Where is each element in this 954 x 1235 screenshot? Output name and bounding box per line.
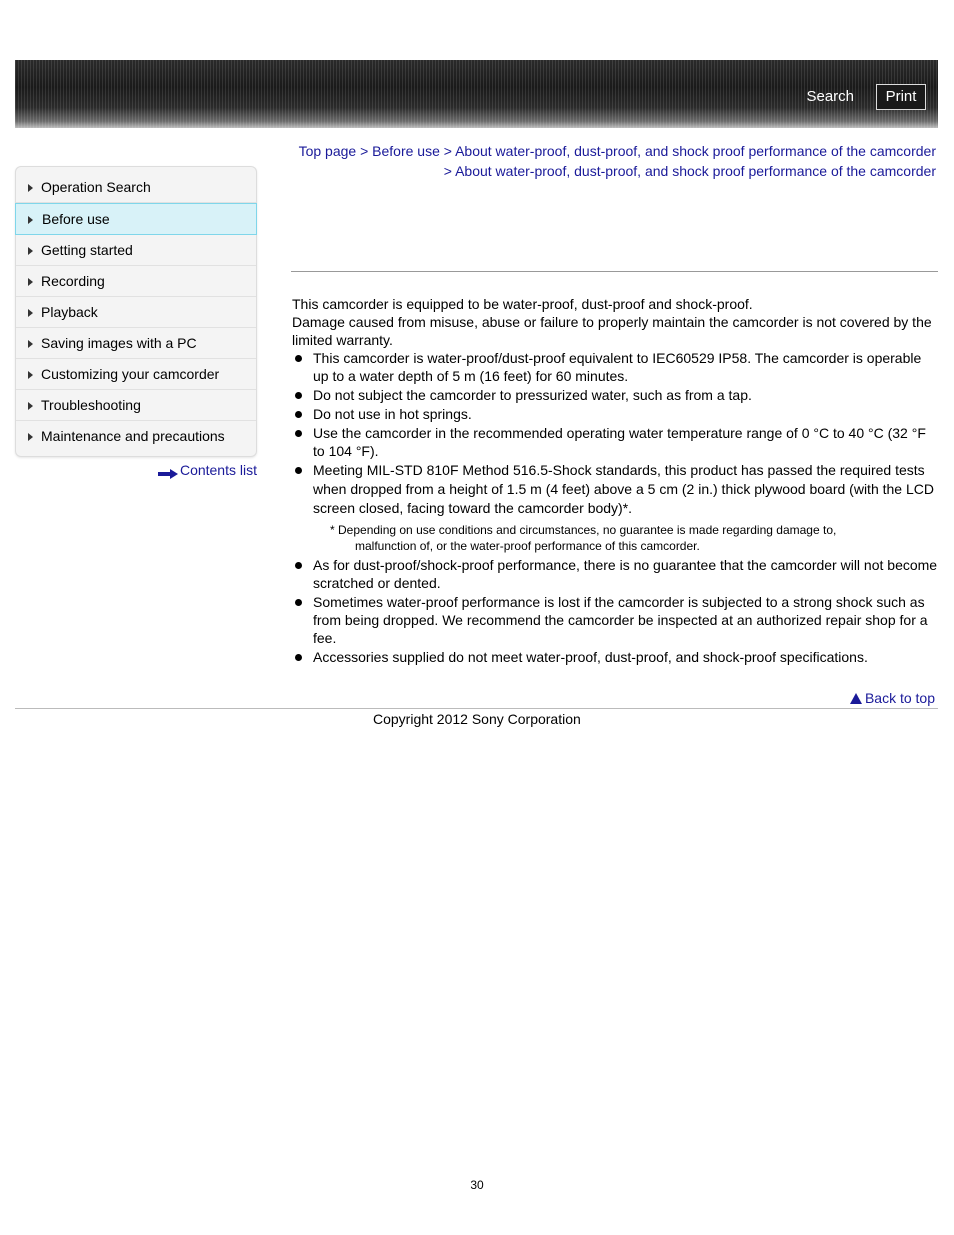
list-item-text: As for dust-proof/shock-proof performance, there is no guarantee that the camcorder will not become scratched or dented. — [313, 557, 938, 591]
contents-list-label: Contents list — [179, 462, 257, 478]
bullet-icon — [295, 599, 302, 606]
sidebar-item-before-use[interactable] — [15, 203, 257, 235]
sidebar-item-label: Customizing your camcorder — [41, 366, 220, 382]
back-to-top-link[interactable] — [850, 690, 935, 706]
warranty-text: Damage caused from misuse, abuse or failure to properly maintain the camcorder is not covered by the limited warranty. — [292, 314, 932, 348]
sidebar-item-label: Recording — [41, 273, 105, 289]
footnote-line: * Depending on use conditions and circumstances, no guarantee is made regarding damage to, — [330, 523, 837, 537]
bullet-icon — [295, 467, 302, 474]
list-item — [292, 349, 938, 385]
sidebar-item-operation-search[interactable] — [16, 172, 256, 203]
sidebar-item-label: Playback — [41, 304, 98, 320]
bullet-icon — [295, 411, 302, 418]
list-item-text: Sometimes water-proof performance is lost if the camcorder is subjected to a strong shock such as from being dropped. We recommend the camcorder be inspected at an authorized repair shop for a fee. — [313, 594, 928, 646]
breadcrumb-separator: > — [443, 143, 452, 159]
list-item-text: Do not use in hot springs. — [313, 406, 472, 422]
precautions-list — [292, 349, 938, 518]
list-item — [292, 593, 938, 647]
list-item — [292, 405, 938, 423]
list-item-text: Meeting MIL-STD 810F Method 516.5-Shock standards, this product has passed the required tests when dropped from a height of 1.5 m (4 feet) above a 5 cm (2 in.) thick plywood board (with the LCD screen closed, facing toward the camcorder body)*. — [313, 462, 934, 516]
sidebar-item-troubleshooting[interactable] — [16, 390, 256, 421]
arrow-right-icon — [28, 216, 33, 224]
sidebar-item-label: Saving images with a PC — [41, 335, 197, 351]
sidebar-item-label: Troubleshooting — [41, 397, 141, 413]
bullet-icon — [295, 562, 302, 569]
sidebar-item-customizing[interactable] — [16, 359, 256, 390]
breadcrumb-item-before-use[interactable]: Before use — [372, 143, 440, 159]
sidebar-nav — [15, 166, 257, 457]
bullet-icon — [295, 654, 302, 661]
arrow-right-icon — [28, 433, 33, 441]
list-item-text: Accessories supplied do not meet water-proof, dust-proof, and shock-proof specifications. — [313, 649, 868, 665]
footnote-line: malfunction of, or the water-proof performance of this camcorder. — [355, 539, 700, 553]
list-item — [292, 556, 938, 592]
list-item-text: Use the camcorder in the recommended operating water temperature range of 0 °C to 40 °C (32 °F to 104 °F). — [313, 425, 926, 459]
list-item — [292, 386, 938, 404]
precautions-list-continued — [292, 556, 938, 666]
sidebar-item-label: Before use — [42, 211, 110, 227]
sidebar-item-saving-images[interactable] — [16, 328, 256, 359]
bullet-icon — [295, 430, 302, 437]
search-link[interactable]: Search — [806, 88, 854, 105]
breadcrumb-item-about-waterproof[interactable]: About water-proof, dust-proof, and shock proof performance of the camcorder — [455, 143, 936, 159]
arrow-right-icon — [28, 340, 33, 348]
article-body — [292, 295, 938, 666]
intro-text: This camcorder is equipped to be water-proof, dust-proof and shock-proof. — [292, 296, 753, 312]
arrow-right-icon — [28, 278, 33, 286]
breadcrumb-item-top-page[interactable]: Top page — [298, 143, 357, 159]
list-item — [292, 461, 938, 518]
arrow-right-icon — [158, 466, 178, 476]
breadcrumb-item-current[interactable]: About water-proof, dust-proof, and shock proof performance of the camcorder — [455, 163, 936, 179]
arrow-right-icon — [28, 309, 33, 317]
sidebar-item-label: Maintenance and precautions — [41, 428, 225, 444]
arrow-right-icon — [28, 184, 33, 192]
footer-divider — [15, 708, 938, 709]
list-item-text: Do not subject the camcorder to pressurized water, such as from a tap. — [313, 387, 752, 403]
bullet-icon — [295, 392, 302, 399]
sidebar-item-label: Operation Search — [41, 179, 151, 195]
triangle-up-icon — [850, 693, 862, 704]
breadcrumb-separator: > — [360, 143, 369, 159]
sidebar-item-getting-started[interactable] — [16, 235, 256, 266]
footnote — [292, 522, 938, 554]
sidebar-item-maintenance[interactable] — [16, 421, 256, 451]
bullet-icon — [295, 355, 302, 362]
copyright-text: Copyright 2012 Sony Corporation — [373, 711, 581, 727]
print-button[interactable]: Print — [876, 84, 926, 110]
title-divider — [291, 271, 938, 272]
contents-list-link[interactable] — [157, 462, 257, 478]
breadcrumb-separator: > — [443, 163, 452, 179]
arrow-right-icon — [28, 402, 33, 410]
arrow-right-icon — [28, 247, 33, 255]
list-item — [292, 424, 938, 460]
sidebar-item-label: Getting started — [41, 242, 133, 258]
list-item — [292, 648, 938, 666]
sidebar-item-playback[interactable] — [16, 297, 256, 328]
header-bar — [15, 60, 938, 128]
breadcrumb — [292, 141, 936, 181]
arrow-right-icon — [28, 371, 33, 379]
back-to-top-label: Back to top — [864, 690, 935, 706]
list-item-text: This camcorder is water-proof/dust-proof equivalent to IEC60529 IP58. The camcorder is operable up to a water depth of 5 m (16 feet) for 60 minutes. — [313, 350, 922, 384]
sidebar-item-recording[interactable] — [16, 266, 256, 297]
page-number: 30 — [470, 1178, 484, 1192]
